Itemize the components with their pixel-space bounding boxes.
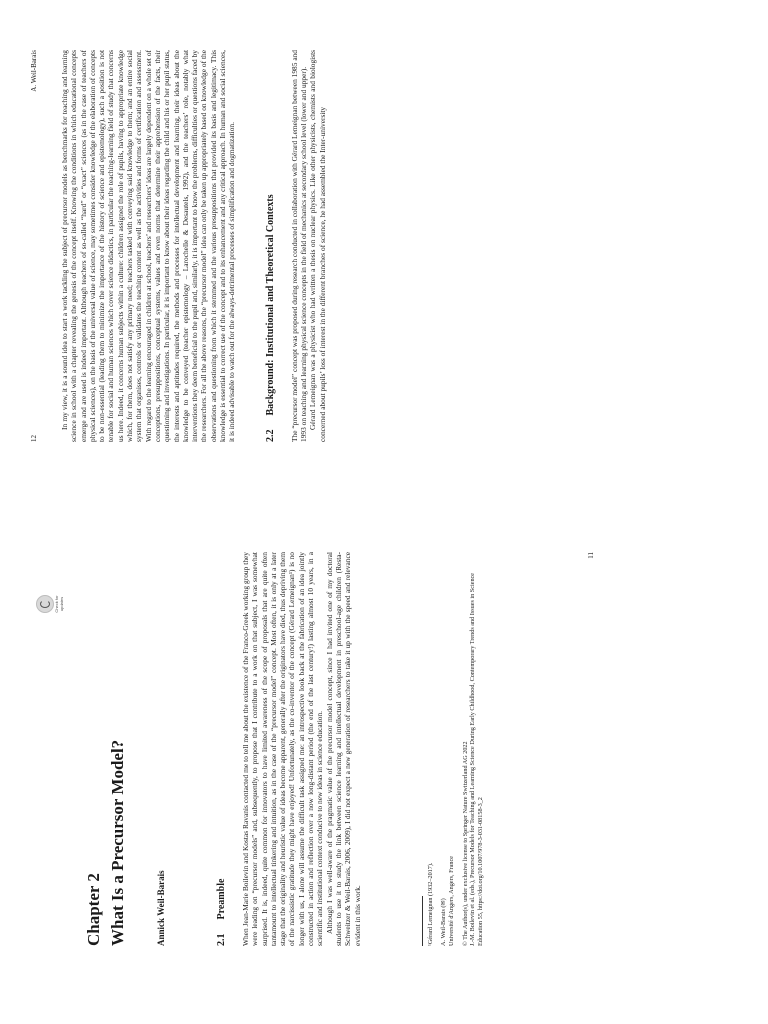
page-number: 12 [30,435,38,442]
chapter-title: What Is a Precursor Model? [108,739,127,946]
copyright-notice: © The Author(s), under exclusive license to Springer Nature Switzerland AG 2022 [461,741,469,946]
badge-label: Check for updates [54,595,64,613]
running-head: A. Weil-Barais [30,50,38,92]
check-for-updates-badge[interactable] [36,592,64,616]
citation-info: J.-M. Boilevin et al. (eds.), Precursor Models for Teaching and Learning Science During Early Childhood, Contemporary Trends and Issues in Science Education 55, https://doi.org/10.1007/978-3-031-08158-3_2 [469,572,484,946]
body-paragraph-3: Gérard Lemeignan was a physicist who had written a thesis on nuclear physics. Like other physicists, chemists and biologists concerned about pupils’ loss of interest in the different branches of science, he had assembled the Inter-university [308,50,327,442]
section-heading-background [265,50,276,442]
section-number: 2.1 [216,933,227,946]
chapter-author: Annick Weil-Barais [156,870,166,946]
footnote: ¹Gérard Lemeignan (1932–2017). [426,862,434,946]
section-title: Preamble [216,878,227,920]
preamble-paragraph-2: Although I was well-aware of the pragmatic value of the precursor model concept, since I had invited one of my doctoral students to use it to study the link between science learning and intellectual development in preschool-age children (Resta-Schweitzer & Weil-Barais, 2006, 2009), I did not expect a new generation of researchers to take it up with the speed and relevance evident in this work. [324,552,362,946]
footnote-rule [422,896,423,946]
section-heading-preamble [216,552,227,946]
page-number: 11 [587,552,595,559]
body-paragraph-1: In my view, it is a sound idea to start a work tackling the subject of precursor models as benchmarks for teaching and learning science in school with a chapter revealing the genesis of the concept itself. Knowing the conditions in which educational concepts emerge and are used is indeed important. Although teachers of so-called “hard” or “exact” sciences (as in the case of teachers of physical sciences), on the basis of the universal value of science, may sometimes consider knowledge of the elaboration of concepts to be non-essential (leading them to minimize the importance of the history of science and epistemology), such a position is not tenable for social and human sciences which cover science didactics, in particular the teaching-learning field of study that concerns us here. Indeed, it concerns human subjects within a culture: children assigned the role of pupils, having to appropriate knowledge which, for them, does not satisfy any primary need; teachers tasked with conveying said knowledge to them; and an entire social system that organises, controls or validates the teaching content as well as the activities and forms of certification and assessment. With regard to the learning encouraged in children at school, teachers’ and researchers’ ideas are largely dependent on a whole set of conceptions, presuppositions, conceptual systems, values and even norms that determine their apprehension of the facts, their questioning and investigations. In particular, it is important to know about their ideas regarding the child and his or her pupil status, the interests and aptitudes required, the methods and processes for intellectual development and learning, their ideas about the knowledge to be conveyed (teacher epistemology – Larochelle & Desautels, 1992), and the teachers’ role, notably what interventions they deem beneficial to the pupil and, similarly, it is important to know the problems, difficulties or questions faced by the researchers. For all the above reasons, the “precursor model” idea can only be taken up appropriately based on knowledge of the observations and questioning from which it stemmed and the various presuppositions that provided its basis and legitimacy. This knowledge is essential to correct use of the concept and to its enhancement and any critical approach. In human and social sciences, it is indeed advisable to watch out for the always-detrimental processes of simplification and dogmatization. [60,50,237,442]
chapter-label: Chapter 2 [84,873,103,946]
affiliation-institution: Université d'Angers, Angers, France [448,856,456,946]
affiliation-name: A. Weil-Barais (✉) [440,898,448,946]
body-paragraph-2: The “precursor model” concept was proposed during research conducted in collaboration with Gérard Lemeignan between 1985 and 1993 on teaching and learning physical science concepts in the field of mechanics at secondary school level (lower and upper). [289,50,308,442]
preamble-paragraph-1: When Jean-Marie Boilevin and Kostas Ravanis contacted me to tell me about the existence of the Franco-Greek working group they were leading on “precursor models” and, subsequently, to propose that I contribute to a work on that subject, I was somewhat surprised. It is, indeed, quite common for innovators to have limited awareness of the scope of proposals that are quite often tantamount to intellectual tinkering and intuition, as in the case of the “precursor model” concept. Most often, it is only at a later stage that the originality and heuristic value of ideas become apparent, generally after the originators have died, thus depriving them of the narcissistic gratitude they might have enjoyed! Unfortunately, as the co-inventor of the concept (Gérard Lemeignan¹) is no longer with us, I alone will assume the difficult task assigned me: an introspective look back at the fabrication of an idea jointly constructed in action and reflection over a now long-distant period (the end of the last century!) lasting almost 10 years, in a scientific and institutional context conducive to new ideas in science education. [241,552,325,946]
section-number: 2.2 [264,429,276,442]
update-icon [36,595,54,613]
section-title: Background: Institutional and Theoretical Contexts [264,194,276,416]
left-page [0,512,768,1024]
